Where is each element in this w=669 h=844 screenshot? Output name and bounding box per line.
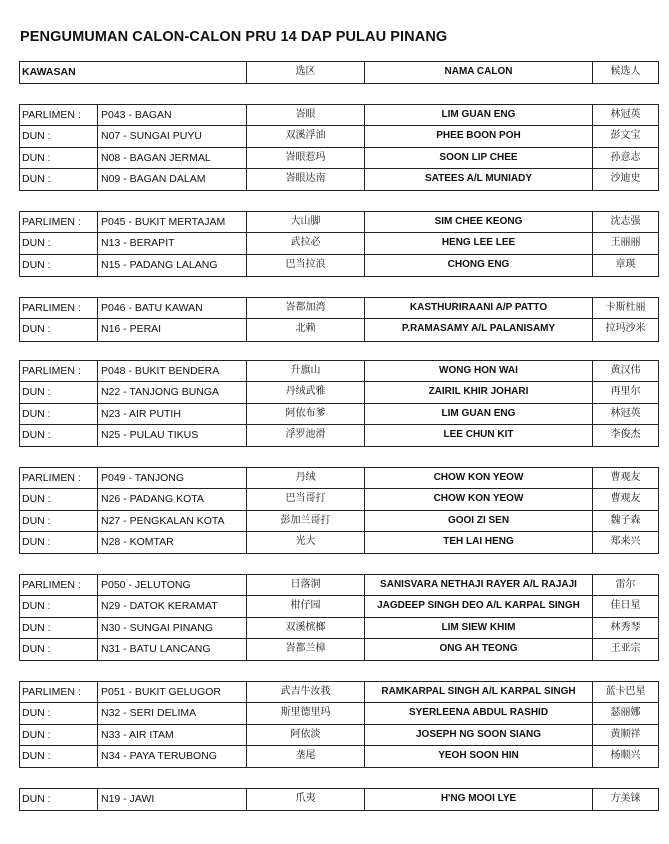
- seat-type: DUN :: [20, 148, 98, 168]
- seat-type: PARLIMEN :: [20, 468, 98, 488]
- seat-name: N15 - PADANG LALANG: [98, 255, 247, 276]
- candidate-name: LIM GUAN ENG: [365, 404, 593, 424]
- candidate-chinese-name: 林秀琴: [610, 621, 641, 633]
- seat-name: N25 - PULAU TIKUS: [98, 425, 247, 446]
- seat-name: N23 - AIR PUTIH: [98, 404, 247, 424]
- seat-type: PARLIMEN :: [20, 575, 98, 595]
- seat-type: PARLIMEN :: [20, 105, 98, 125]
- header-row: [20, 62, 658, 83]
- candidate-name: P.RAMASAMY A/L PALANISAMY: [365, 319, 593, 340]
- seat-type: PARLIMEN :: [20, 212, 98, 232]
- table-row: [20, 703, 658, 724]
- table-row: [20, 425, 658, 446]
- candidate-name: CHOW KON YEOW: [365, 468, 593, 488]
- table-row: [20, 169, 658, 190]
- candidate-name: JAGDEEP SINGH DEO A/L KARPAL SINGH: [365, 596, 593, 616]
- seat-chinese-name: 武拉必: [247, 233, 365, 253]
- table-row: [20, 148, 658, 169]
- seat-chinese-name: 北赖: [247, 319, 365, 340]
- candidate-chinese-name: 佳日星: [610, 600, 641, 612]
- page-title: PENGUMUMAN CALON-CALON PRU 14 DAP PULAU PINANG: [20, 29, 448, 45]
- constituency-group: [19, 297, 659, 342]
- seat-name: N08 - BAGAN JERMAL: [98, 148, 247, 168]
- constituency-group: [19, 104, 659, 191]
- candidate-chinese-name: 林冠英: [610, 109, 641, 120]
- table-row: [20, 511, 658, 532]
- seat-type: DUN :: [20, 233, 98, 253]
- candidate-name: TEH LAI HENG: [365, 532, 593, 553]
- candidate-chinese-name: 彭文宝: [610, 130, 641, 142]
- candidate-name: CHOW KON YEOW: [365, 489, 593, 509]
- table-row: [20, 319, 658, 340]
- table-row: [20, 468, 658, 489]
- candidate-chinese-name: 雷尔: [615, 579, 636, 590]
- candidate-chinese-name: 拉玛沙米: [605, 323, 646, 335]
- seat-chinese-name: 丹绒: [247, 468, 365, 488]
- candidate-name: SOON LIP CHEE: [365, 148, 593, 168]
- seat-name: N33 - AIR ITAM: [98, 725, 247, 745]
- seat-name: N29 - DATOK KERAMAT: [98, 596, 247, 616]
- candidate-name: ONG AH TEONG: [365, 639, 593, 660]
- candidate-chinese-name: 沈志强: [610, 216, 641, 227]
- seat-type: DUN :: [20, 746, 98, 767]
- table-row: [20, 126, 658, 147]
- seat-chinese-name: 日落洞: [247, 575, 365, 595]
- seat-chinese-name: 武吉牛汝莪: [247, 682, 365, 702]
- seat-chinese-name: 双溪浮油: [247, 126, 365, 146]
- table-row: [20, 404, 658, 425]
- seat-chinese-name: 光大: [247, 532, 365, 553]
- seat-type: DUN :: [20, 618, 98, 638]
- table-row: [20, 746, 658, 767]
- table-row: [20, 789, 658, 810]
- table-row: [20, 639, 658, 660]
- seat-name: N34 - PAYA TERUBONG: [98, 746, 247, 767]
- table-row: [20, 489, 658, 510]
- seat-chinese-name: 巴当拉浪: [247, 255, 365, 276]
- candidate-chinese-name: 黄顺祥: [610, 728, 641, 740]
- constituency-group: [19, 467, 659, 554]
- seat-name: P049 - TANJONG: [98, 468, 247, 488]
- seat-name: N31 - BATU LANCANG: [98, 639, 247, 660]
- seat-chinese-name: 阿依淡: [247, 725, 365, 745]
- seat-type: DUN :: [20, 511, 98, 531]
- table-row: [20, 361, 658, 382]
- seat-name: P051 - BUKIT GELUGOR: [98, 682, 247, 702]
- seat-chinese-name: 柑仔园: [247, 596, 365, 616]
- candidate-chinese-name: 再里尔: [610, 386, 641, 398]
- candidate-name: CHONG ENG: [365, 255, 593, 276]
- seat-name: N13 - BERAPIT: [98, 233, 247, 253]
- constituency-group: [19, 574, 659, 661]
- candidate-chinese-name: 孙意志: [610, 151, 641, 163]
- seat-type: DUN :: [20, 126, 98, 146]
- constituency-group: [19, 211, 659, 277]
- seat-chinese-name: 峇都加湾: [247, 298, 365, 318]
- seat-chinese-name: 峇眼: [247, 105, 365, 125]
- header-kawasan: KAWASAN: [20, 62, 247, 83]
- seat-type: DUN :: [20, 596, 98, 616]
- header-chinese-candidate: 候选人: [610, 66, 641, 77]
- seat-chinese-name: 峇眼惹玛: [247, 148, 365, 168]
- candidate-name: SYERLEENA ABDUL RASHID: [365, 703, 593, 723]
- seat-type: PARLIMEN :: [20, 298, 98, 318]
- seat-chinese-name: 丹绒武雅: [247, 382, 365, 402]
- seat-name: N09 - BAGAN DALAM: [98, 169, 247, 190]
- seat-type: DUN :: [20, 169, 98, 190]
- table-row: [20, 233, 658, 254]
- seat-name: N26 - PADANG KOTA: [98, 489, 247, 509]
- seat-name: N22 - TANJONG BUNGA: [98, 382, 247, 402]
- seat-chinese-name: 阿依布爹: [247, 404, 365, 424]
- seat-type: DUN :: [20, 382, 98, 402]
- seat-chinese-name: 升旗山: [247, 361, 365, 381]
- candidate-name: HENG LEE LEE: [365, 233, 593, 253]
- constituency-group: [19, 681, 659, 768]
- header-nama-calon: NAMA CALON: [365, 62, 593, 83]
- seat-type: DUN :: [20, 489, 98, 509]
- seat-chinese-name: 双溪槟榔: [247, 618, 365, 638]
- candidate-name: SIM CHEE KEONG: [365, 212, 593, 232]
- seat-type: DUN :: [20, 789, 98, 810]
- seat-chinese-name: 垄尾: [247, 746, 365, 767]
- candidate-chinese-name: 林冠英: [610, 407, 641, 419]
- seat-name: N07 - SUNGAI PUYU: [98, 126, 247, 146]
- seat-name: N16 - PERAI: [98, 319, 247, 340]
- header-chinese-area: 选区: [247, 62, 365, 83]
- candidate-chinese-name: 曹观友: [610, 472, 641, 483]
- candidate-name: YEOH SOON HIN: [365, 746, 593, 767]
- seat-name: P050 - JELUTONG: [98, 575, 247, 595]
- table-row: [20, 105, 658, 126]
- seat-chinese-name: 峇眼达南: [247, 169, 365, 190]
- candidate-name: PHEE BOON POH: [365, 126, 593, 146]
- seat-name: N30 - SUNGAI PINANG: [98, 618, 247, 638]
- table-row: [20, 682, 658, 703]
- candidate-name: JOSEPH NG SOON SIANG: [365, 725, 593, 745]
- seat-chinese-name: 浮罗池滑: [247, 425, 365, 446]
- seat-name: P046 - BATU KAWAN: [98, 298, 247, 318]
- seat-type: DUN :: [20, 425, 98, 446]
- table-row: [20, 532, 658, 553]
- seat-name: N32 - SERI DELIMA: [98, 703, 247, 723]
- candidate-name: WONG HON WAI: [365, 361, 593, 381]
- candidate-name: SANISVARA NETHAJI RAYER A/L RAJAJI: [365, 575, 593, 595]
- candidate-chinese-name: 黄汉伟: [610, 365, 641, 376]
- candidate-name: LIM GUAN ENG: [365, 105, 593, 125]
- table-row: [20, 212, 658, 233]
- table-row: [20, 575, 658, 596]
- header-table: [19, 61, 659, 84]
- candidate-chinese-name: 杨顺兴: [610, 749, 641, 761]
- seat-chinese-name: 巴当哥打: [247, 489, 365, 509]
- candidate-name: H'NG MOOI LYE: [365, 789, 593, 810]
- candidate-name: LIM SIEW KHIM: [365, 618, 593, 638]
- candidate-chinese-name: 沙迪史: [610, 172, 641, 184]
- seat-type: DUN :: [20, 532, 98, 553]
- table-row: [20, 298, 658, 319]
- seat-chinese-name: 峇都兰樟: [247, 639, 365, 660]
- candidate-chinese-name: 魏子森: [610, 514, 641, 526]
- seat-type: PARLIMEN :: [20, 682, 98, 702]
- seat-name: N19 - JAWI: [98, 789, 247, 810]
- candidate-chinese-name: 方美铼: [610, 793, 641, 804]
- table-row: [20, 255, 658, 276]
- table-row: [20, 725, 658, 746]
- seat-type: DUN :: [20, 404, 98, 424]
- seat-type: DUN :: [20, 319, 98, 340]
- candidate-chinese-name: 曹观友: [610, 493, 641, 505]
- seat-type: PARLIMEN :: [20, 361, 98, 381]
- seat-type: DUN :: [20, 703, 98, 723]
- seat-name: P048 - BUKIT BENDERA: [98, 361, 247, 381]
- seat-type: DUN :: [20, 255, 98, 276]
- seat-chinese-name: 彭加兰哥打: [247, 511, 365, 531]
- seat-chinese-name: 爪夷: [247, 789, 365, 810]
- candidate-chinese-name: 卡斯杜丽: [605, 302, 646, 313]
- candidate-chinese-name: 章瑛: [615, 258, 636, 270]
- candidate-chinese-name: 蓝卡巴星: [605, 686, 646, 697]
- seat-name: N27 - PENGKALAN KOTA: [98, 511, 247, 531]
- candidate-name: GOOI ZI SEN: [365, 511, 593, 531]
- candidate-chinese-name: 李俊杰: [610, 428, 641, 440]
- seat-name: P045 - BUKIT MERTAJAM: [98, 212, 247, 232]
- table-row: [20, 596, 658, 617]
- candidate-name: LEE CHUN KIT: [365, 425, 593, 446]
- seat-chinese-name: 斯里德里玛: [247, 703, 365, 723]
- candidate-chinese-name: 郑来兴: [610, 535, 641, 547]
- table-row: [20, 618, 658, 639]
- constituency-group: [19, 788, 659, 811]
- seat-type: DUN :: [20, 639, 98, 660]
- table-row: [20, 382, 658, 403]
- seat-name: N28 - KOMTAR: [98, 532, 247, 553]
- seat-name: P043 - BAGAN: [98, 105, 247, 125]
- candidate-chinese-name: 瑟丽娜: [610, 707, 641, 719]
- candidate-chinese-name: 王丽丽: [610, 237, 641, 249]
- candidate-chinese-name: 王亚宗: [610, 642, 641, 654]
- constituency-group: [19, 360, 659, 447]
- candidate-name: RAMKARPAL SINGH A/L KARPAL SINGH: [365, 682, 593, 702]
- candidate-name: ZAIRIL KHIR JOHARI: [365, 382, 593, 402]
- seat-type: DUN :: [20, 725, 98, 745]
- seat-chinese-name: 大山脚: [247, 212, 365, 232]
- candidate-name: SATEES A/L MUNIADY: [365, 169, 593, 190]
- candidate-name: KASTHURIRAANI A/P PATTO: [365, 298, 593, 318]
